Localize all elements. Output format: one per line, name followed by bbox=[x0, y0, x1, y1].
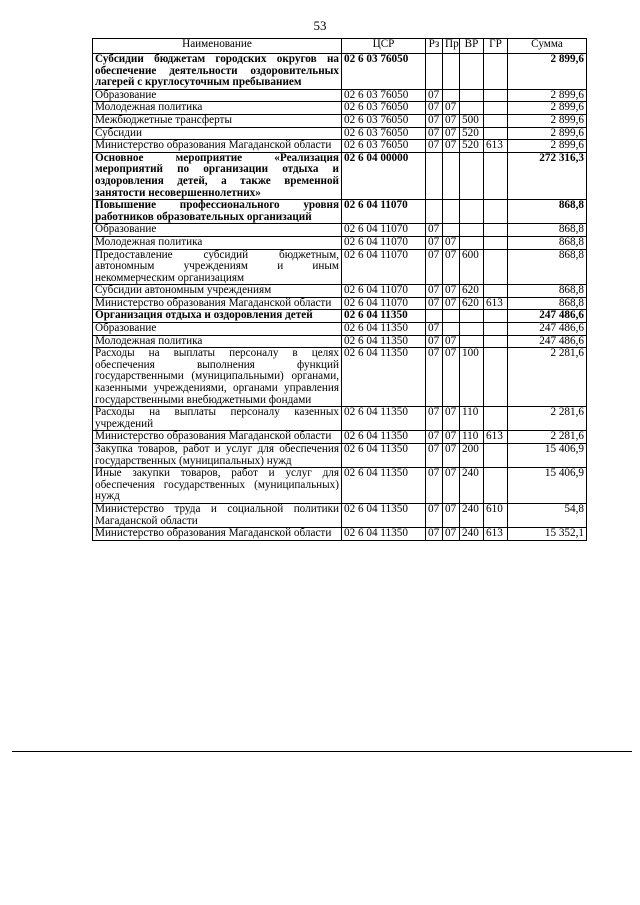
sum-cell: 868,8 bbox=[508, 200, 587, 224]
pr-cell: 07 bbox=[443, 285, 460, 298]
header-rz: Рз bbox=[426, 39, 443, 54]
sum-cell: 272 316,3 bbox=[508, 152, 587, 199]
sum-cell: 868,8 bbox=[508, 285, 587, 298]
table-row bbox=[93, 114, 587, 127]
csr-cell: 02 6 04 11070 bbox=[342, 224, 426, 237]
pr-cell bbox=[443, 200, 460, 224]
vr-cell bbox=[460, 54, 484, 90]
name-cell: Расходы на выплаты персоналу в целях обеспечения выполнения функций государственными (муниципальными) органами, казенными учреждениями, органами управления государственными внебюджетными фондами bbox=[93, 348, 342, 407]
table-row bbox=[93, 444, 587, 468]
pr-cell: 07 bbox=[443, 348, 460, 407]
pr-cell: 07 bbox=[443, 102, 460, 115]
name-cell: Молодежная политика bbox=[93, 335, 342, 348]
name-cell: Субсидии бюджетам городских округов на обеспечение деятельности оздоровительных лагерей с круглосуточным пребыванием bbox=[93, 54, 342, 90]
sum-cell: 15 406,9 bbox=[508, 444, 587, 468]
sum-cell: 2 899,6 bbox=[508, 54, 587, 90]
vr-cell: 100 bbox=[460, 348, 484, 407]
rz-cell bbox=[426, 152, 443, 199]
rz-cell: 07 bbox=[426, 335, 443, 348]
csr-cell: 02 6 04 11070 bbox=[342, 297, 426, 310]
gr-cell bbox=[484, 236, 508, 249]
rz-cell: 07 bbox=[426, 348, 443, 407]
budget-table bbox=[92, 38, 587, 541]
vr-cell: 620 bbox=[460, 285, 484, 298]
vr-cell bbox=[460, 200, 484, 224]
table-row bbox=[93, 528, 587, 541]
pr-cell: 07 bbox=[443, 127, 460, 140]
rz-cell bbox=[426, 200, 443, 224]
header-csr: ЦСР bbox=[342, 39, 426, 54]
rz-cell: 07 bbox=[426, 140, 443, 153]
vr-cell: 500 bbox=[460, 114, 484, 127]
table-row bbox=[93, 310, 587, 323]
vr-cell bbox=[460, 152, 484, 199]
rz-cell: 07 bbox=[426, 297, 443, 310]
table-row bbox=[93, 89, 587, 102]
vr-cell: 240 bbox=[460, 503, 484, 527]
vr-cell bbox=[460, 323, 484, 336]
header-sum: Сумма bbox=[508, 39, 587, 54]
rz-cell: 07 bbox=[426, 468, 443, 504]
vr-cell bbox=[460, 335, 484, 348]
table-row bbox=[93, 236, 587, 249]
header-gr: ГР bbox=[484, 39, 508, 54]
pr-cell: 07 bbox=[443, 236, 460, 249]
rz-cell: 07 bbox=[426, 444, 443, 468]
table-row bbox=[93, 54, 587, 90]
table-row bbox=[93, 102, 587, 115]
csr-cell: 02 6 04 11070 bbox=[342, 249, 426, 285]
table-row bbox=[93, 249, 587, 285]
table-row bbox=[93, 503, 587, 527]
table-row bbox=[93, 140, 587, 153]
rz-cell bbox=[426, 54, 443, 90]
vr-cell bbox=[460, 102, 484, 115]
gr-cell bbox=[484, 310, 508, 323]
gr-cell bbox=[484, 444, 508, 468]
gr-cell bbox=[484, 249, 508, 285]
rz-cell: 07 bbox=[426, 89, 443, 102]
gr-cell: 613 bbox=[484, 297, 508, 310]
pr-cell: 07 bbox=[443, 249, 460, 285]
csr-cell: 02 6 04 11350 bbox=[342, 528, 426, 541]
sum-cell: 2 899,6 bbox=[508, 102, 587, 115]
rz-cell: 07 bbox=[426, 503, 443, 527]
vr-cell: 110 bbox=[460, 407, 484, 431]
table-row bbox=[93, 431, 587, 444]
name-cell: Иные закупки товаров, работ и услуг для обеспечения государственных (муниципальных) нужд bbox=[93, 468, 342, 504]
name-cell: Расходы на выплаты персоналу казенных учреждений bbox=[93, 407, 342, 431]
table-row bbox=[93, 127, 587, 140]
name-cell: Предоставление субсидий бюджетным, автономным учреждениям и иным некоммерческим организациям bbox=[93, 249, 342, 285]
sum-cell: 868,8 bbox=[508, 236, 587, 249]
vr-cell bbox=[460, 89, 484, 102]
gr-cell: 610 bbox=[484, 503, 508, 527]
sum-cell: 868,8 bbox=[508, 224, 587, 237]
csr-cell: 02 6 04 11350 bbox=[342, 335, 426, 348]
gr-cell bbox=[484, 102, 508, 115]
csr-cell: 02 6 03 76050 bbox=[342, 127, 426, 140]
table-row bbox=[93, 297, 587, 310]
table-body bbox=[93, 54, 587, 541]
pr-cell: 07 bbox=[443, 468, 460, 504]
rz-cell: 07 bbox=[426, 249, 443, 285]
gr-cell bbox=[484, 407, 508, 431]
csr-cell: 02 6 04 11350 bbox=[342, 468, 426, 504]
csr-cell: 02 6 04 11070 bbox=[342, 285, 426, 298]
header-vr: ВР bbox=[460, 39, 484, 54]
csr-cell: 02 6 04 11350 bbox=[342, 444, 426, 468]
rz-cell: 07 bbox=[426, 236, 443, 249]
sum-cell: 247 486,6 bbox=[508, 310, 587, 323]
pr-cell bbox=[443, 224, 460, 237]
vr-cell: 520 bbox=[460, 127, 484, 140]
gr-cell: 613 bbox=[484, 431, 508, 444]
name-cell: Основное мероприятие «Реализация мероприятий по организации отдыха и оздоровления детей, а также временной занятости несовершеннолетних» bbox=[93, 152, 342, 199]
footer-divider bbox=[12, 751, 632, 752]
name-cell: Повышение профессионального уровня работников образовательных организаций bbox=[93, 200, 342, 224]
table-row bbox=[93, 335, 587, 348]
pr-cell: 07 bbox=[443, 503, 460, 527]
table-row bbox=[93, 407, 587, 431]
vr-cell: 200 bbox=[460, 444, 484, 468]
gr-cell bbox=[484, 127, 508, 140]
sum-cell: 2 899,6 bbox=[508, 89, 587, 102]
table-row bbox=[93, 224, 587, 237]
gr-cell bbox=[484, 468, 508, 504]
gr-cell bbox=[484, 89, 508, 102]
csr-cell: 02 6 04 11070 bbox=[342, 236, 426, 249]
vr-cell: 240 bbox=[460, 528, 484, 541]
sum-cell: 15 406,9 bbox=[508, 468, 587, 504]
csr-cell: 02 6 04 11350 bbox=[342, 431, 426, 444]
name-cell: Образование bbox=[93, 224, 342, 237]
gr-cell bbox=[484, 285, 508, 298]
name-cell: Образование bbox=[93, 323, 342, 336]
pr-cell: 07 bbox=[443, 407, 460, 431]
csr-cell: 02 6 03 76050 bbox=[342, 54, 426, 90]
table-row bbox=[93, 200, 587, 224]
name-cell: Министерство образования Магаданской области bbox=[93, 431, 342, 444]
gr-cell bbox=[484, 348, 508, 407]
rz-cell: 07 bbox=[426, 431, 443, 444]
rz-cell: 07 bbox=[426, 528, 443, 541]
header-pr: Пр bbox=[443, 39, 460, 54]
pr-cell: 07 bbox=[443, 140, 460, 153]
rz-cell: 07 bbox=[426, 224, 443, 237]
sum-cell: 2 899,6 bbox=[508, 114, 587, 127]
pr-cell: 07 bbox=[443, 431, 460, 444]
csr-cell: 02 6 03 76050 bbox=[342, 102, 426, 115]
csr-cell: 02 6 04 00000 bbox=[342, 152, 426, 199]
gr-cell bbox=[484, 114, 508, 127]
table-header-row bbox=[93, 39, 587, 54]
vr-cell: 600 bbox=[460, 249, 484, 285]
sum-cell: 2 281,6 bbox=[508, 431, 587, 444]
rz-cell: 07 bbox=[426, 323, 443, 336]
pr-cell bbox=[443, 54, 460, 90]
csr-cell: 02 6 04 11350 bbox=[342, 348, 426, 407]
csr-cell: 02 6 03 76050 bbox=[342, 114, 426, 127]
table-row bbox=[93, 152, 587, 199]
name-cell: Министерство образования Магаданской области bbox=[93, 528, 342, 541]
csr-cell: 02 6 03 76050 bbox=[342, 89, 426, 102]
name-cell: Молодежная политика bbox=[93, 102, 342, 115]
name-cell: Образование bbox=[93, 89, 342, 102]
gr-cell bbox=[484, 323, 508, 336]
table-row bbox=[93, 323, 587, 336]
pr-cell: 07 bbox=[443, 297, 460, 310]
vr-cell: 240 bbox=[460, 468, 484, 504]
pr-cell bbox=[443, 310, 460, 323]
gr-cell bbox=[484, 200, 508, 224]
csr-cell: 02 6 04 11350 bbox=[342, 323, 426, 336]
gr-cell: 613 bbox=[484, 528, 508, 541]
table-row bbox=[93, 285, 587, 298]
name-cell: Субсидии bbox=[93, 127, 342, 140]
rz-cell: 07 bbox=[426, 102, 443, 115]
sum-cell: 2 281,6 bbox=[508, 348, 587, 407]
pr-cell bbox=[443, 323, 460, 336]
sum-cell: 2 281,6 bbox=[508, 407, 587, 431]
pr-cell bbox=[443, 89, 460, 102]
csr-cell: 02 6 04 11350 bbox=[342, 503, 426, 527]
pr-cell: 07 bbox=[443, 528, 460, 541]
pr-cell bbox=[443, 152, 460, 199]
vr-cell: 620 bbox=[460, 297, 484, 310]
name-cell: Субсидии автономным учреждениям bbox=[93, 285, 342, 298]
gr-cell bbox=[484, 54, 508, 90]
sum-cell: 54,8 bbox=[508, 503, 587, 527]
sum-cell: 868,8 bbox=[508, 297, 587, 310]
page-number: 53 bbox=[313, 18, 327, 33]
rz-cell bbox=[426, 310, 443, 323]
sum-cell: 2 899,6 bbox=[508, 127, 587, 140]
sum-cell: 247 486,6 bbox=[508, 323, 587, 336]
vr-cell bbox=[460, 236, 484, 249]
name-cell: Организация отдыха и оздоровления детей bbox=[93, 310, 342, 323]
name-cell: Министерство образования Магаданской области bbox=[93, 297, 342, 310]
name-cell: Межбюджетные трансферты bbox=[93, 114, 342, 127]
vr-cell bbox=[460, 224, 484, 237]
header-name: Наименование bbox=[93, 39, 342, 54]
csr-cell: 02 6 04 11070 bbox=[342, 200, 426, 224]
name-cell: Закупка товаров, работ и услуг для обеспечения государственных (муниципальных) нужд bbox=[93, 444, 342, 468]
pr-cell: 07 bbox=[443, 444, 460, 468]
gr-cell bbox=[484, 335, 508, 348]
sum-cell: 247 486,6 bbox=[508, 335, 587, 348]
pr-cell: 07 bbox=[443, 114, 460, 127]
pr-cell: 07 bbox=[443, 335, 460, 348]
sum-cell: 15 352,1 bbox=[508, 528, 587, 541]
table-row bbox=[93, 468, 587, 504]
name-cell: Министерство образования Магаданской области bbox=[93, 140, 342, 153]
gr-cell bbox=[484, 224, 508, 237]
sum-cell: 868,8 bbox=[508, 249, 587, 285]
sum-cell: 2 899,6 bbox=[508, 140, 587, 153]
csr-cell: 02 6 04 11350 bbox=[342, 407, 426, 431]
rz-cell: 07 bbox=[426, 285, 443, 298]
table-row bbox=[93, 348, 587, 407]
vr-cell bbox=[460, 310, 484, 323]
name-cell: Министерство труда и социальной политики Магаданской области bbox=[93, 503, 342, 527]
csr-cell: 02 6 03 76050 bbox=[342, 140, 426, 153]
vr-cell: 520 bbox=[460, 140, 484, 153]
rz-cell: 07 bbox=[426, 407, 443, 431]
vr-cell: 110 bbox=[460, 431, 484, 444]
gr-cell: 613 bbox=[484, 140, 508, 153]
rz-cell: 07 bbox=[426, 127, 443, 140]
name-cell: Молодежная политика bbox=[93, 236, 342, 249]
gr-cell bbox=[484, 152, 508, 199]
csr-cell: 02 6 04 11350 bbox=[342, 310, 426, 323]
rz-cell: 07 bbox=[426, 114, 443, 127]
